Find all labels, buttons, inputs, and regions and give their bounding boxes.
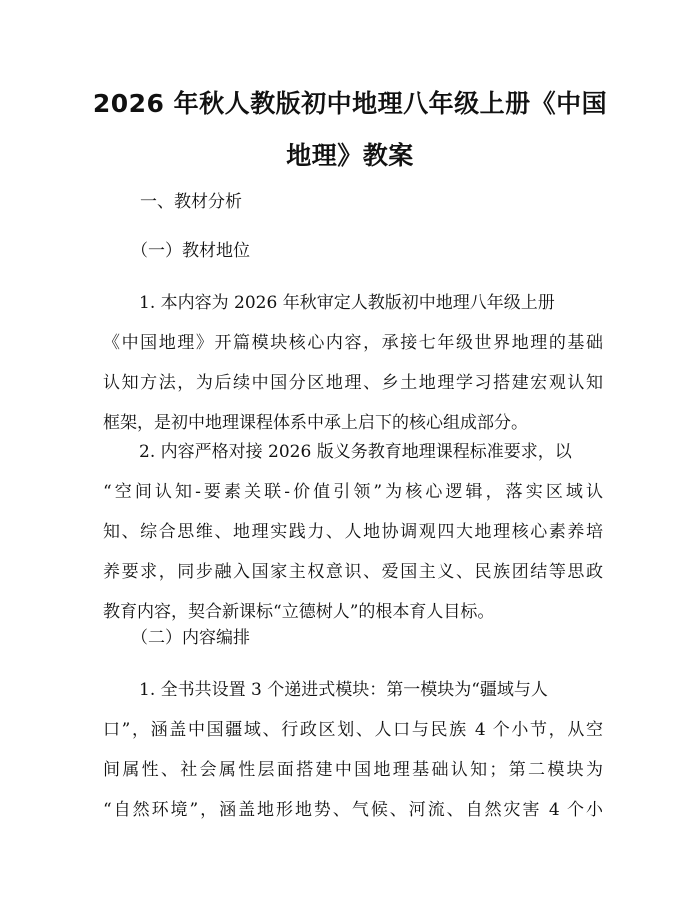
title-line-1: 2026 年秋人教版初中地理八年级上册《中国	[92, 89, 608, 118]
paragraph-1	[103, 283, 603, 443]
paragraph-2-line: 知、综合思维、地理实践力、人地协调观四大地理核心素养培	[103, 522, 603, 542]
paragraph-2-line: “空间认知-要素关联-价值引领”为核心逻辑，落实区域认	[103, 482, 603, 502]
paragraph-1-line: 《中国地理》开篇模块核心内容，承接七年级世界地理的基础	[103, 333, 603, 353]
paragraph-2-line: 2. 内容严格对接 2026 版义务教育地理课程标准要求，以	[139, 442, 572, 462]
paragraph-3-line: “自然环境”，涵盖地形地势、气候、河流、自然灾害 4 个小	[103, 800, 603, 820]
paragraph-3	[103, 670, 603, 830]
paragraph-2-line: 养要求，同步融入国家主权意识、爱国主义、民族团结等思政	[103, 562, 603, 582]
subsection-heading-content-arrangement: （二）内容编排	[131, 628, 250, 648]
paragraph-1-line: 认知方法，为后续中国分区地理、乡土地理学习搭建宏观认知	[103, 373, 603, 393]
subsection-heading-textbook-position: （一）教材地位	[131, 241, 250, 261]
paragraph-3-line: 1. 全书共设置 3 个递进式模块：第一模块为“疆域与人	[139, 680, 548, 700]
section-heading-textbook-analysis: 一、教材分析	[140, 192, 242, 212]
paragraph-1-line: 1. 本内容为 2026 年秋审定人教版初中地理八年级上册	[139, 293, 555, 313]
title-line-2: 地理》教案	[286, 141, 414, 170]
paragraph-2-line: 教育内容，契合新课标“立德树人”的根本育人目标。	[103, 602, 495, 622]
document-title	[90, 78, 610, 182]
paragraph-3-line: 间属性、社会属性层面搭建中国地理基础认知；第二模块为	[103, 760, 603, 780]
paragraph-1-line: 框架，是初中地理课程体系中承上启下的核心组成部分。	[103, 413, 528, 433]
paragraph-2	[103, 432, 603, 632]
paragraph-3-line: 口”，涵盖中国疆域、行政区划、人口与民族 4 个小节，从空	[103, 720, 603, 740]
